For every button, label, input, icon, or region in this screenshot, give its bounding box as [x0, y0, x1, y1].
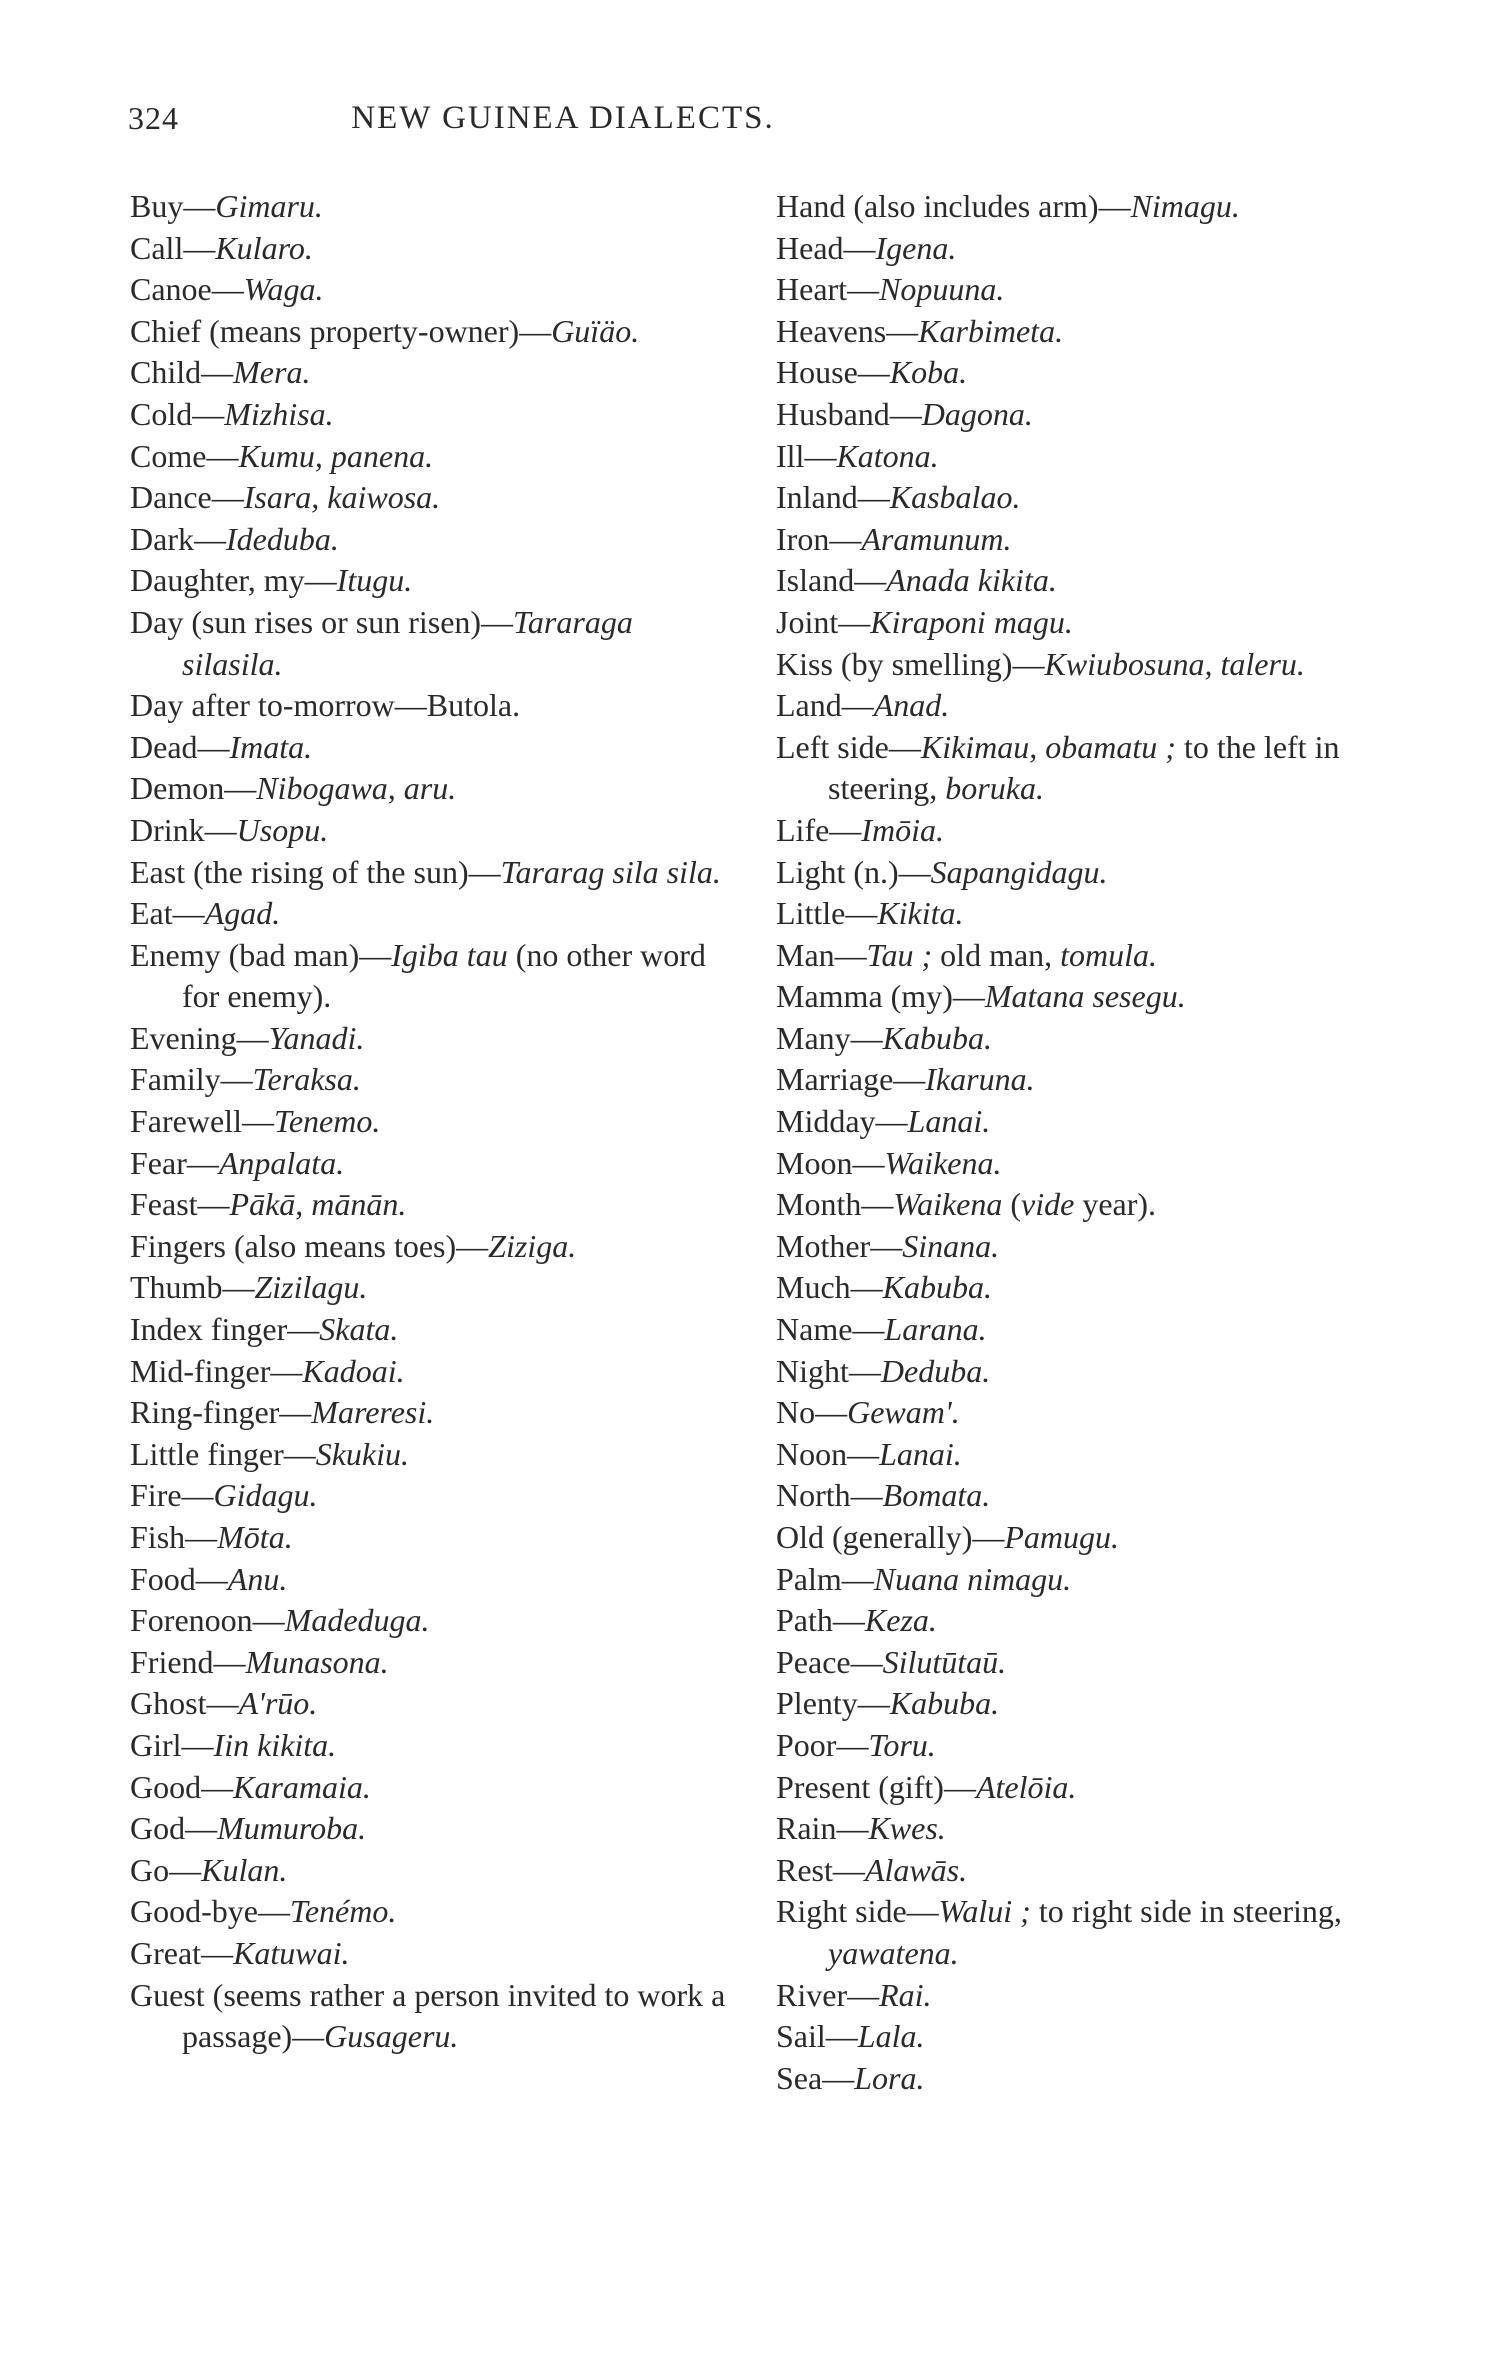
dictionary-entry: [776, 1059, 1396, 1101]
dictionary-entry: [776, 1600, 1396, 1642]
entry-word: River—: [776, 1976, 880, 2013]
dictionary-entry: [776, 1018, 1396, 1060]
dictionary-entry: [130, 1101, 730, 1143]
entry-translation: Atelōia.: [975, 1768, 1077, 1805]
dictionary-entry: [776, 893, 1396, 935]
entry-translation: Kikita.: [877, 895, 964, 932]
entry-translation: Koba.: [889, 354, 968, 391]
entry-translation: Ziziga.: [488, 1227, 577, 1264]
dictionary-entry: [130, 186, 730, 228]
dictionary-entry: [130, 768, 730, 810]
entry-translation: Kiraponi magu.: [870, 603, 1073, 640]
dictionary-entry: [130, 1267, 730, 1309]
entry-word: Moon—: [776, 1144, 885, 1181]
dictionary-entry: [776, 394, 1396, 436]
entry-word: Life—: [776, 811, 862, 848]
dictionary-entry: [130, 1184, 730, 1226]
dictionary-entry: [776, 477, 1396, 519]
entry-word: Evening—: [130, 1019, 269, 1056]
dictionary-entry: [130, 852, 730, 894]
entry-word: Friend—: [130, 1643, 246, 1680]
entry-word: Ghost—: [130, 1685, 239, 1722]
dictionary-entry: [130, 1850, 730, 1892]
entry-word: Joint—: [776, 603, 871, 640]
entry-translation: Karbimeta.: [918, 312, 1064, 349]
entry-translation: Ideduba.: [225, 520, 339, 557]
entry-translation: Alawās.: [864, 1851, 968, 1888]
entry-translation: Lala.: [857, 2018, 925, 2055]
entry-translation: A'rūo.: [238, 1685, 318, 1722]
entry-translation: Itugu.: [336, 562, 413, 599]
entry-translation: Iin kikita.: [213, 1726, 337, 1763]
entry-translation: Imata.: [229, 728, 313, 765]
entry-word: Family—: [130, 1061, 253, 1098]
dictionary-entry: [130, 685, 730, 727]
entry-word: Drink—: [130, 811, 237, 848]
entry-word: Palm—: [776, 1560, 874, 1597]
entry-word: Child—: [130, 354, 234, 391]
entry-translation: Munasona.: [245, 1643, 389, 1680]
entry-word: Chief (means property-owner)—: [130, 312, 552, 349]
dictionary-entry: [130, 436, 730, 478]
entry-note: old man,: [932, 936, 1061, 973]
entry-translation: Kwiubosuna, taleru.: [1044, 645, 1305, 682]
entry-translation: Waikena.: [884, 1144, 1002, 1181]
dictionary-entry: [776, 560, 1396, 602]
entry-word: Eat—: [130, 895, 205, 932]
dictionary-entry: [776, 685, 1396, 727]
entry-translation: Mera.: [233, 354, 311, 391]
entry-word: Mother—: [776, 1227, 903, 1264]
entry-word: Old (generally)—: [776, 1519, 1005, 1555]
dictionary-entry: [130, 1683, 730, 1725]
entry-translation: Kabuba.: [882, 1019, 992, 1056]
dictionary-entry: [776, 1975, 1396, 2017]
entry-word: Cold—: [130, 395, 225, 432]
entry-translation: vide: [1021, 1186, 1075, 1223]
entry-translation: Mizhisa.: [224, 395, 334, 432]
entry-translation: Isara, kaiwosa.: [243, 479, 441, 516]
entry-word: Left side—: [776, 728, 921, 765]
entry-translation: Kulan.: [201, 1851, 288, 1888]
entry-translation: boruka.: [945, 770, 1044, 807]
dictionary-entry: [776, 352, 1396, 394]
entry-translation: Kikimau, obamatu ;: [920, 728, 1176, 765]
entry-word: East (the rising of the sun)—: [130, 853, 501, 890]
entry-word: Feast—: [130, 1186, 230, 1223]
entry-translation: Gimaru.: [215, 188, 323, 224]
page-header: [128, 100, 998, 152]
dictionary-entry: [776, 1309, 1396, 1351]
dictionary-entry: [776, 519, 1396, 561]
entry-word: Present (gift)—: [776, 1768, 976, 1805]
entry-translation: Gusageru.: [324, 2018, 459, 2055]
entry-translation: Nopuuna.: [879, 271, 1005, 308]
entry-translation: Tararag sila sila.: [500, 853, 721, 890]
entry-translation: Guïäo.: [551, 312, 640, 349]
entry-note: (: [1002, 1186, 1022, 1223]
dictionary-entry: [130, 560, 730, 602]
dictionary-entry: [776, 1683, 1396, 1725]
entry-word: Dance—: [130, 479, 244, 516]
entry-translation: Kabuba.: [889, 1685, 1000, 1722]
dictionary-entry: [776, 1517, 1396, 1559]
entry-word: Come—: [130, 437, 239, 474]
entry-translation: Tararaga silasila.: [182, 603, 633, 682]
entry-word: Kiss (by smelling)—: [776, 645, 1045, 682]
entry-word: Girl—: [130, 1726, 214, 1763]
entry-translation: Tenemo.: [273, 1103, 381, 1140]
entry-translation: Katuwai.: [233, 1934, 350, 1971]
entry-word: Dead—: [130, 728, 230, 765]
entry-translation: Sinana.: [902, 1227, 1000, 1264]
entry-word: Head—: [776, 229, 876, 266]
entry-translation: Usopu.: [236, 811, 329, 848]
entry-word: Sea—: [776, 2059, 855, 2096]
entry-word: Island—: [776, 562, 887, 599]
entry-translation: Sapangidagu.: [930, 853, 1108, 890]
entry-translation: Lanai.: [879, 1435, 962, 1472]
dictionary-entry: [776, 1434, 1396, 1476]
dictionary-entry: [776, 1351, 1396, 1393]
entry-word: Daughter, my—: [130, 562, 337, 599]
entry-translation: Kabuba.: [882, 1269, 992, 1306]
dictionary-entry: [776, 727, 1396, 810]
dictionary-entry: [130, 1725, 730, 1767]
dictionary-entry: [776, 1559, 1396, 1601]
entry-word: Name—: [776, 1311, 885, 1348]
entry-translation: Katona.: [836, 437, 939, 474]
entry-translation: Waikena: [893, 1186, 1003, 1223]
entry-word: Fingers (also means toes)—: [130, 1227, 489, 1264]
dictionary-entry: [130, 1559, 730, 1601]
dictionary-entry: [776, 602, 1396, 644]
entry-word: Good-bye—: [130, 1893, 290, 1930]
entry-word: Month—: [776, 1186, 894, 1223]
entry-word: Enemy (bad man)—: [130, 936, 392, 973]
dictionary-entry: [130, 1891, 730, 1933]
dictionary-entry: [130, 519, 730, 561]
dictionary-entry: [776, 1642, 1396, 1684]
entry-word: Buy—: [130, 188, 216, 224]
entry-word: Sail—: [776, 2018, 858, 2055]
entry-word: Rest—: [776, 1851, 865, 1888]
entry-translation: Ikaruna.: [925, 1061, 1035, 1098]
dictionary-entry: [130, 311, 730, 353]
entry-word: Marriage—: [776, 1061, 926, 1098]
entry-translation: Gidagu.: [213, 1477, 318, 1514]
entry-word: Iron—: [776, 520, 862, 557]
entry-word: Day after to-morrow—Butola.: [130, 687, 521, 724]
dictionary-entry: [776, 269, 1396, 311]
dictionary-entry: [130, 1059, 730, 1101]
entry-word: Husband—: [776, 395, 922, 432]
entry-translation: Anpalata.: [218, 1144, 345, 1181]
entry-word: Light (n.)—: [776, 853, 931, 890]
entry-word: Rain—: [776, 1810, 869, 1847]
entry-translation: Agad.: [204, 895, 281, 932]
entry-word: Path—: [776, 1602, 865, 1639]
entry-word: Fire—: [130, 1477, 214, 1514]
entry-word: Many—: [776, 1019, 883, 1056]
dictionary-entry: [776, 935, 1396, 977]
entry-translation: Aramunum.: [861, 520, 1012, 557]
entry-translation: Tenémo.: [289, 1893, 397, 1930]
entry-word: Great—: [130, 1934, 234, 1971]
entry-translation: Pamugu.: [1004, 1519, 1120, 1555]
dictionary-entry: [130, 394, 730, 436]
entry-translation: Yanadi.: [268, 1019, 365, 1056]
entry-word: Noon—: [776, 1435, 880, 1472]
entry-word: Right side—: [776, 1893, 939, 1930]
dictionary-entry: [776, 1101, 1396, 1143]
entry-translation: tomula.: [1060, 936, 1158, 973]
entry-word: Night—: [776, 1352, 881, 1389]
entry-word: Midday—: [776, 1103, 908, 1140]
entry-translation: Nuana nimagu.: [873, 1560, 1072, 1597]
dictionary-entry: [776, 186, 1396, 228]
entry-word: No—: [776, 1394, 848, 1431]
page-number: 324: [128, 100, 179, 136]
dictionary-entry: [130, 1351, 730, 1393]
running-title: NEW GUINEA DIALECTS.: [351, 100, 775, 136]
entry-translation: Gewam'.: [847, 1394, 960, 1431]
entry-translation: Kasbalao.: [889, 479, 1021, 516]
entry-translation: Skukiu.: [315, 1435, 410, 1472]
entry-translation: Keza.: [864, 1602, 937, 1639]
entry-translation: Madeduga.: [284, 1602, 430, 1639]
entry-word: Little—: [776, 895, 878, 932]
dictionary-entry: [776, 1808, 1396, 1850]
entry-word: Hand (also includes arm)—: [776, 188, 1131, 224]
entry-translation: Dagona.: [921, 395, 1033, 432]
entry-translation: Toru.: [868, 1726, 936, 1763]
dictionary-entry: [776, 228, 1396, 270]
entry-word: God—: [130, 1810, 218, 1847]
dictionary-entry: [776, 976, 1396, 1018]
entry-word: Dark—: [130, 520, 226, 557]
dictionary-entry: [776, 2058, 1396, 2100]
dictionary-entry: [130, 1143, 730, 1185]
entry-translation: Kularo.: [215, 229, 313, 266]
entry-word: Mid-finger—: [130, 1352, 303, 1389]
entry-note: (no other word for enemy).: [182, 936, 706, 1015]
dictionary-entry: [130, 935, 730, 1018]
entry-word: Heart—: [776, 271, 880, 308]
entry-word: Thumb—: [130, 1269, 255, 1306]
dictionary-entry: [130, 810, 730, 852]
dictionary-entry: [776, 810, 1396, 852]
entry-translation: Teraksa.: [252, 1061, 361, 1098]
entry-word: Day (sun rises or sun risen)—: [130, 603, 514, 640]
entry-translation: Karamaia.: [233, 1768, 371, 1805]
entry-word: Much—: [776, 1269, 883, 1306]
entry-word: House—: [776, 354, 890, 391]
dictionary-entry: [130, 1226, 730, 1268]
entry-translation: Waga.: [243, 271, 324, 308]
dictionary-entry: [776, 644, 1396, 686]
dictionary-entry: [776, 1392, 1396, 1434]
dictionary-entry: [130, 1642, 730, 1684]
entry-translation: Mōta.: [217, 1519, 293, 1555]
dictionary-entry: [130, 228, 730, 270]
dictionary-entry: [130, 477, 730, 519]
entry-translation: Matana sesegu.: [984, 978, 1186, 1015]
entry-translation: Deduba.: [880, 1352, 991, 1389]
right-column: [776, 186, 1396, 2099]
dictionary-entry: [776, 1891, 1396, 1974]
dictionary-entry: [130, 1392, 730, 1434]
entry-note: to right side in steering,: [1030, 1893, 1342, 1930]
entry-word: Land—: [776, 687, 874, 724]
entry-translation: Anad.: [873, 687, 950, 724]
dictionary-entry: [776, 1850, 1396, 1892]
entry-translation: Pākā, mānān.: [229, 1186, 407, 1223]
entry-word: Farewell—: [130, 1103, 274, 1140]
dictionary-entry: [130, 1475, 730, 1517]
entry-translation: Walui ;: [938, 1893, 1031, 1930]
entry-translation: Anu.: [227, 1560, 288, 1597]
dictionary-entry: [776, 436, 1396, 478]
dictionary-entry: [130, 1309, 730, 1351]
entry-translation: Skata.: [319, 1311, 399, 1348]
entry-translation: Kumu, panena.: [238, 437, 434, 474]
entry-word: Heavens—: [776, 312, 919, 349]
entry-translation: Anada kikita.: [886, 562, 1057, 599]
dictionary-entry: [776, 1725, 1396, 1767]
dictionary-entry: [776, 1143, 1396, 1185]
dictionary-entry: [130, 269, 730, 311]
dictionary-entry: [776, 1767, 1396, 1809]
entry-word: Index finger—: [130, 1311, 320, 1348]
left-column: [130, 186, 730, 2058]
dictionary-entry: [130, 1517, 730, 1559]
entry-word: Good—: [130, 1768, 234, 1805]
entry-word: Peace—: [776, 1643, 883, 1680]
entry-word: Mamma (my)—: [776, 978, 985, 1015]
entry-translation: Mareresi.: [311, 1394, 435, 1431]
dictionary-entry: [130, 1434, 730, 1476]
entry-translation: Lora.: [854, 2059, 925, 2096]
dictionary-entry: [130, 352, 730, 394]
entry-word: Ill—: [776, 437, 837, 474]
entry-word: Call—: [130, 229, 216, 266]
entry-translation: Kwes.: [868, 1810, 946, 1847]
dictionary-entry: [776, 1267, 1396, 1309]
dictionary-entry: [130, 602, 730, 685]
entry-translation: Mumuroba.: [217, 1810, 367, 1847]
dictionary-entry: [130, 1933, 730, 1975]
dictionary-entry: [776, 1184, 1396, 1226]
entry-word: North—: [776, 1477, 883, 1514]
dictionary-entry: [130, 893, 730, 935]
entry-translation: Igena.: [875, 229, 957, 266]
entry-note: year).: [1074, 1186, 1157, 1223]
entry-word: Forenoon—: [130, 1602, 285, 1639]
entry-translation: Imōia.: [861, 811, 944, 848]
entry-word: Little finger—: [130, 1435, 316, 1472]
entry-translation: Tau ;: [866, 936, 933, 973]
dictionary-entry: [776, 2016, 1396, 2058]
entry-word: Food—: [130, 1560, 228, 1597]
dictionary-entry: [130, 1975, 730, 2058]
entry-note: to the left in steering,: [828, 728, 1340, 807]
dictionary-entry: [776, 311, 1396, 353]
entry-word: Plenty—: [776, 1685, 890, 1722]
entry-translation: Larana.: [884, 1311, 987, 1348]
dictionary-entry: [130, 1767, 730, 1809]
entry-word: Demon—: [130, 770, 257, 807]
entry-word: Fear—: [130, 1144, 219, 1181]
entry-word: Guest (seems rather a person invited to work a passage)—: [130, 1976, 726, 2055]
entry-word: Go—: [130, 1851, 202, 1888]
dictionary-entry: [130, 1808, 730, 1850]
entry-translation: Bomata.: [882, 1477, 991, 1514]
entry-translation: Igiba tau: [391, 936, 508, 973]
entry-translation: Silutūtaū.: [882, 1643, 1007, 1680]
dictionary-entry: [776, 852, 1396, 894]
entry-translation: Lanai.: [907, 1103, 991, 1140]
entry-word: Canoe—: [130, 271, 244, 308]
dictionary-entry: [776, 1475, 1396, 1517]
entry-translation: Nimagu.: [1130, 188, 1240, 224]
entry-translation: yawatena.: [828, 1934, 959, 1971]
entry-word: Fish—: [130, 1519, 218, 1555]
dictionary-entry: [130, 727, 730, 769]
dictionary-entry: [776, 1226, 1396, 1268]
entry-word: Inland—: [776, 479, 890, 516]
dictionary-entry: [130, 1018, 730, 1060]
entry-translation: Rai.: [879, 1976, 932, 2013]
entry-translation: Nibogawa, aru.: [256, 770, 457, 807]
entry-word: Poor—: [776, 1726, 869, 1763]
entry-word: Ring-finger—: [130, 1394, 312, 1431]
entry-translation: Zizilagu.: [254, 1269, 368, 1306]
entry-translation: Kadoai.: [302, 1352, 405, 1389]
entry-word: Man—: [776, 936, 867, 973]
dictionary-entry: [130, 1600, 730, 1642]
